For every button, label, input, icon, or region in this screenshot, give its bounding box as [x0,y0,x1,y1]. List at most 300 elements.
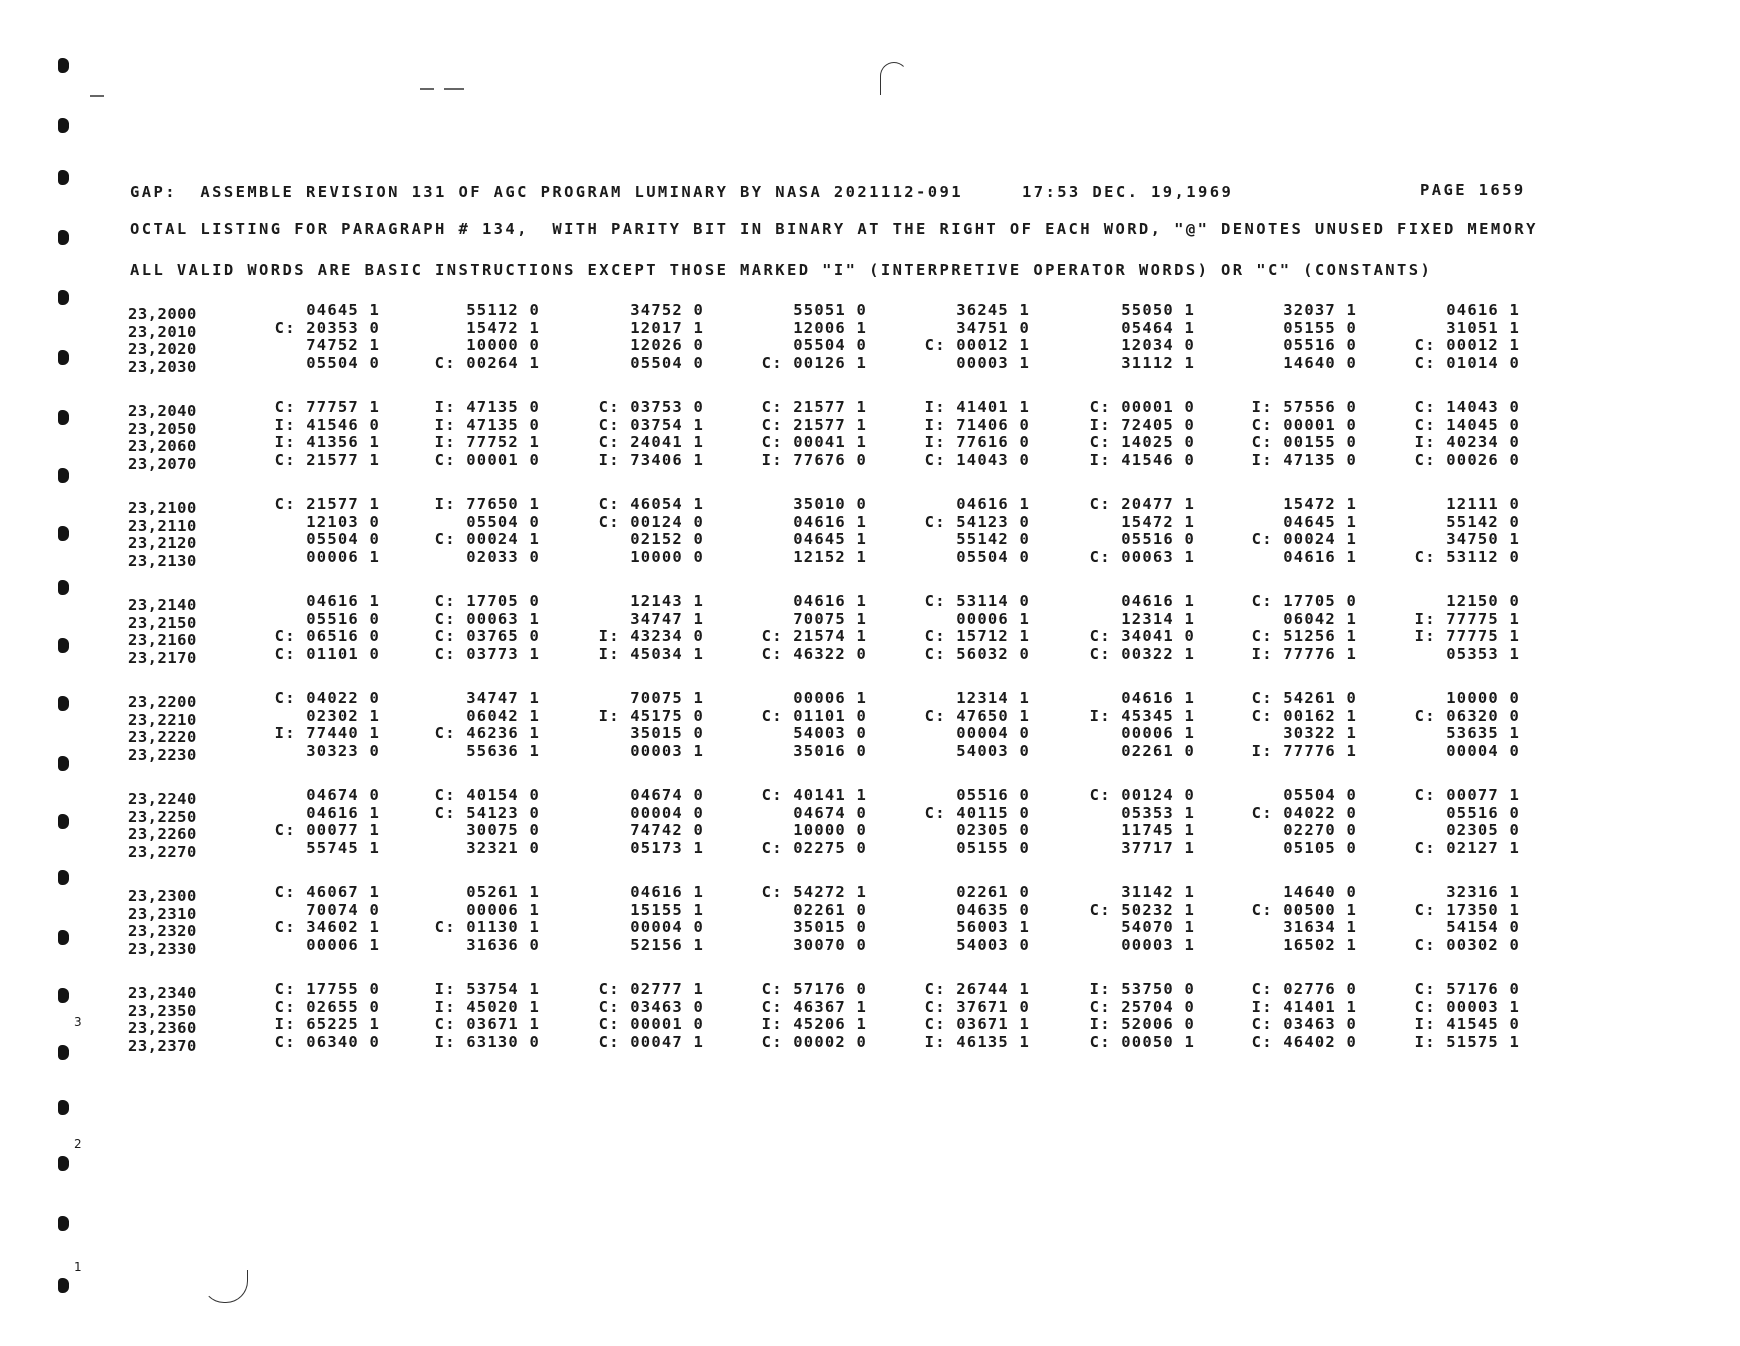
listing-row [128,398,1548,420]
row-address: 23,2050 [128,419,197,438]
octal-word: 04616 1 [630,883,704,901]
octal-word: C: 17705 0 [434,592,540,610]
octal-word: 10000 0 [1446,689,1520,707]
octal-word: C: 00001 0 [598,1015,704,1033]
listing-row [128,433,1548,455]
octal-word: C: 17705 0 [1251,592,1357,610]
octal-word: I: 41401 1 [1251,997,1357,1016]
octal-word: C: 00155 0 [1251,433,1357,451]
octal-word: I: 41546 0 [274,415,380,434]
octal-word: C: 03773 1 [434,644,540,663]
octal-word: C: 00012 1 [1414,336,1520,354]
row-address: 23,2340 [128,984,197,1002]
octal-word: 32037 1 [1283,301,1357,319]
octal-word: 52156 1 [630,935,704,954]
octal-word: 55112 0 [466,301,540,319]
octal-word: C: 03463 0 [1251,1015,1357,1033]
octal-word: 00003 1 [1121,935,1195,954]
row-address: 23,2220 [128,728,197,746]
listing-row [128,609,1548,632]
octal-word: 12017 1 [630,318,704,337]
octal-word: 04674 0 [793,803,867,822]
row-address: 23,2350 [128,1001,197,1020]
octal-word: C: 51256 1 [1251,627,1357,645]
octal-word: C: 03671 1 [924,1015,1030,1033]
octal-word: 04616 1 [306,803,380,822]
listing-block [128,689,1548,786]
punch-hole-mark [58,638,69,653]
scan-artifact [90,95,104,97]
octal-word: C: 46067 1 [274,883,380,901]
octal-word: 04645 1 [1283,512,1357,531]
octal-word: 00003 1 [956,353,1030,372]
octal-word: 15472 1 [1283,495,1357,513]
header-listing-description: OCTAL LISTING FOR PARAGRAPH # 134, WITH PARITY BIT IN BINARY AT THE RIGHT OF EACH WORD, "@" DENOTES UNUSED FIXED MEMORY [130,220,1538,238]
octal-word: 14640 0 [1283,883,1357,901]
octal-word: 00006 1 [306,935,380,954]
octal-word: I: 41356 1 [274,433,380,451]
listing-block [128,495,1548,592]
scan-artifact [880,62,908,95]
octal-word: C: 37671 0 [924,997,1030,1016]
octal-word: C: 03754 1 [598,415,704,434]
octal-word: 00006 1 [306,547,380,566]
octal-word: 10000 0 [793,821,867,839]
punch-hole-mark [58,988,69,1003]
octal-word: I: 51575 1 [1414,1032,1520,1051]
row-address: 23,2030 [128,357,197,376]
octal-word: 34751 0 [956,318,1030,337]
octal-word: 05105 0 [1283,838,1357,857]
octal-word: C: 00264 1 [434,353,540,372]
listing-row [128,415,1548,438]
octal-word: I: 71406 0 [924,415,1030,434]
octal-word: 54154 0 [1446,918,1520,936]
octal-word: C: 00001 0 [434,450,540,469]
octal-word: C: 06516 0 [274,627,380,645]
octal-word: I: 52006 0 [1089,1015,1195,1033]
octal-word: 04616 1 [793,512,867,531]
octal-word: C: 01101 0 [761,706,867,725]
octal-word: I: 45020 1 [434,997,540,1016]
punch-hole-mark [58,350,69,365]
octal-word: I: 41545 0 [1414,1015,1520,1033]
octal-word: 00006 1 [466,900,540,919]
octal-word: C: 21577 1 [761,415,867,434]
octal-word: C: 00124 0 [598,512,704,531]
octal-word: I: 53754 1 [434,980,540,998]
margin-number: 2 [74,1137,82,1151]
octal-word: 02305 0 [956,821,1030,839]
octal-word: 31634 1 [1283,918,1357,936]
octal-word: I: 72405 0 [1089,415,1195,434]
punch-hole-mark [58,696,69,711]
octal-word: 05261 1 [466,883,540,901]
octal-word: C: 14025 0 [1089,433,1195,451]
octal-word: 02261 0 [1121,741,1195,760]
row-address: 23,2200 [128,693,197,711]
octal-word: C: 54123 0 [434,803,540,822]
octal-word: C: 00500 1 [1251,900,1357,919]
octal-word: 05504 0 [306,353,380,372]
octal-word: 70075 1 [630,689,704,707]
listing-row [128,495,1548,517]
octal-word: 04616 1 [1446,301,1520,319]
row-address: 23,2370 [128,1036,197,1055]
listing-row [128,980,1548,1002]
row-address: 23,2320 [128,922,197,940]
listing-block [128,980,1548,1077]
listing-row [128,821,1548,843]
listing-row [128,1032,1548,1055]
octal-word: C: 26744 1 [924,980,1030,998]
octal-word: 31112 1 [1121,353,1195,372]
octal-word: C: 20477 1 [1089,495,1195,513]
octal-word: 34747 1 [630,609,704,628]
listing-row [128,512,1548,535]
octal-word: 15472 1 [466,318,540,337]
octal-word: 04616 1 [1121,592,1195,610]
octal-word: C: 00077 1 [1414,786,1520,804]
octal-word: C: 24041 1 [598,433,704,451]
row-address: 23,2000 [128,305,197,323]
octal-word: 32321 0 [466,838,540,857]
octal-word: I: 45345 1 [1089,706,1195,725]
octal-word: C: 56032 0 [924,644,1030,663]
punch-hole-mark [58,170,69,185]
octal-word: 05516 0 [1446,803,1520,822]
octal-word: I: 77616 0 [924,433,1030,451]
octal-word: 05504 0 [306,530,380,548]
octal-word: C: 00024 1 [1251,530,1357,548]
row-address: 23,2330 [128,939,197,958]
octal-word: C: 00162 1 [1251,706,1357,725]
punch-hole-mark [58,118,69,133]
octal-word: C: 40154 0 [434,786,540,804]
octal-word: 00006 1 [1121,724,1195,742]
octal-word: C: 21577 1 [274,495,380,513]
row-address: 23,2260 [128,825,197,843]
punch-hole-mark [58,468,69,483]
octal-word: C: 02777 1 [598,980,704,998]
octal-word: 34747 1 [466,689,540,707]
punch-hole-mark [58,58,69,73]
octal-word: 12150 0 [1446,592,1520,610]
octal-word: 05353 1 [1121,803,1195,822]
listing-block [128,786,1548,883]
octal-word: C: 00012 1 [924,336,1030,354]
octal-word: C: 53114 0 [924,592,1030,610]
octal-word: C: 01130 1 [434,918,540,936]
octal-word: 05516 0 [1283,336,1357,354]
row-address: 23,2170 [128,648,197,667]
octal-word: C: 57176 0 [1414,980,1520,998]
margin-number: 1 [74,1260,82,1274]
octal-word: I: 41546 0 [1089,450,1195,469]
octal-word: 30323 0 [306,741,380,760]
row-address: 23,2130 [128,551,197,570]
octal-word: C: 00063 1 [434,609,540,628]
octal-word: 00004 0 [630,918,704,936]
octal-word: 00006 1 [956,609,1030,628]
octal-word: C: 00026 0 [1414,450,1520,469]
listing-row [128,838,1548,861]
punch-hole-mark [58,814,69,829]
listing-row [128,741,1548,764]
octal-word: 05353 1 [1446,644,1520,663]
octal-word: 02152 0 [630,530,704,548]
listing-row [128,627,1548,649]
octal-word: 02033 0 [466,547,540,566]
octal-word: C: 06340 0 [274,1032,380,1051]
row-address: 23,2150 [128,613,197,632]
row-address: 23,2060 [128,437,197,455]
listing-block [128,398,1548,495]
octal-word: 12006 1 [793,318,867,337]
octal-word: I: 77440 1 [274,724,380,742]
octal-word: 34752 0 [630,301,704,319]
octal-word: C: 17755 0 [274,980,380,998]
octal-word: 30322 1 [1283,724,1357,742]
octal-word: 54070 1 [1121,918,1195,936]
octal-word: C: 02655 0 [274,997,380,1016]
octal-word: C: 00001 0 [1089,398,1195,416]
octal-word: C: 00002 0 [761,1032,867,1051]
octal-word: C: 03463 0 [598,997,704,1016]
octal-word: C: 46367 1 [761,997,867,1016]
octal-word: 54003 0 [793,724,867,742]
octal-word: 12034 0 [1121,336,1195,354]
octal-word: 11745 1 [1121,821,1195,839]
octal-word: C: 06320 0 [1414,706,1520,725]
octal-word: 15155 1 [630,900,704,919]
octal-word: C: 02275 0 [761,838,867,857]
header-timestamp: 17:53 DEC. 19,1969 [1022,183,1234,201]
octal-word: C: 00124 0 [1089,786,1195,804]
octal-word: 05155 0 [956,838,1030,857]
octal-word: C: 01101 0 [274,644,380,663]
octal-word: 36245 1 [956,301,1030,319]
octal-word: C: 54123 0 [924,512,1030,531]
octal-word: 35010 0 [793,495,867,513]
row-address: 23,2020 [128,340,197,358]
octal-word: C: 40115 0 [924,803,1030,822]
octal-word: 53635 1 [1446,724,1520,742]
listing-row [128,318,1548,341]
row-address: 23,2010 [128,322,197,341]
octal-word: 04616 1 [1283,547,1357,566]
listing-row [128,803,1548,826]
octal-word: 74742 0 [630,821,704,839]
octal-word: 55051 0 [793,301,867,319]
header-instruction-note: ALL VALID WORDS ARE BASIC INSTRUCTIONS EXCEPT THOSE MARKED "I" (INTERPRETIVE OPERATOR WORDS) OR "C" (CONSTANTS) [130,261,1433,279]
octal-word: C: 17350 1 [1414,900,1520,919]
octal-word: C: 20353 0 [274,318,380,337]
octal-word: I: 77776 1 [1251,741,1357,760]
octal-word: C: 25704 0 [1089,997,1195,1016]
octal-word: C: 02127 1 [1414,838,1520,857]
octal-word: 16502 1 [1283,935,1357,954]
listing-row [128,724,1548,746]
octal-word: C: 03753 0 [598,398,704,416]
octal-word: C: 03671 1 [434,1015,540,1033]
punch-hole-mark [58,1216,69,1231]
octal-word: C: 54272 1 [761,883,867,901]
octal-word: C: 46402 0 [1251,1032,1357,1051]
listing-row [128,997,1548,1020]
octal-word: C: 46054 1 [598,495,704,513]
octal-word: 31142 1 [1121,883,1195,901]
octal-word: C: 00302 0 [1414,935,1520,954]
octal-word: 10000 0 [466,336,540,354]
octal-word: C: 21577 1 [761,398,867,416]
listing-row [128,450,1548,473]
row-address: 23,2240 [128,790,197,808]
row-address: 23,2100 [128,499,197,517]
page-number: PAGE 1659 [1420,181,1526,199]
octal-word: 04616 1 [956,495,1030,513]
octal-word: 70075 1 [793,609,867,628]
scan-artifact [444,88,464,90]
octal-word: 05504 0 [1283,786,1357,804]
row-address: 23,2160 [128,631,197,649]
octal-word: C: 14045 0 [1414,415,1520,434]
octal-word: I: 77775 1 [1414,609,1520,628]
octal-word: 05504 0 [956,547,1030,566]
octal-word: I: 45034 1 [598,644,704,663]
octal-word: 05155 0 [1283,318,1357,337]
octal-word: C: 00001 0 [1251,415,1357,434]
octal-word: 05504 0 [793,336,867,354]
octal-word: C: 00063 1 [1089,547,1195,566]
octal-word: 30070 0 [793,935,867,954]
octal-word: 05173 1 [630,838,704,857]
octal-word: I: 63130 0 [434,1032,540,1051]
octal-word: 04616 1 [793,592,867,610]
row-address: 23,2110 [128,516,197,535]
octal-word: I: 45175 0 [598,706,704,725]
octal-word: C: 00050 1 [1089,1032,1195,1051]
punch-hole-mark [58,756,69,771]
octal-word: 04645 1 [793,530,867,548]
octal-word: I: 45206 1 [761,1015,867,1033]
octal-word: C: 00041 1 [761,433,867,451]
octal-word: C: 57176 0 [761,980,867,998]
listing-row [128,786,1548,808]
punch-hole-mark [58,580,69,595]
punch-hole-mark [58,1100,69,1115]
listing-row [128,706,1548,729]
octal-word: 55050 1 [1121,301,1195,319]
octal-word: C: 40141 1 [761,786,867,804]
row-address: 23,2300 [128,887,197,905]
octal-word: C: 15712 1 [924,627,1030,645]
octal-word: 00004 0 [1446,741,1520,760]
listing-block [128,883,1548,980]
octal-word: 55142 0 [956,530,1030,548]
octal-word: 70074 0 [306,900,380,919]
listing-row [128,1015,1548,1037]
scan-artifact [202,1270,248,1303]
octal-word: 05516 0 [306,609,380,628]
listing-row [128,530,1548,552]
octal-word: C: 00024 1 [434,530,540,548]
octal-word: C: 54261 0 [1251,689,1357,707]
octal-word: I: 46135 1 [924,1032,1030,1051]
octal-word: I: 47135 0 [1251,450,1357,469]
octal-word: 55636 1 [466,741,540,760]
octal-word: 54003 0 [956,935,1030,954]
row-address: 23,2040 [128,402,197,420]
scan-artifact [420,88,434,90]
header-title-line: GAP: ASSEMBLE REVISION 131 OF AGC PROGRAM LUMINARY BY NASA 2021112-091 [130,183,963,201]
octal-word: I: 73406 1 [598,450,704,469]
octal-word: 04645 1 [306,301,380,319]
octal-word: 32316 1 [1446,883,1520,901]
row-address: 23,2250 [128,807,197,826]
octal-word: I: 77776 1 [1251,644,1357,663]
listing-row [128,935,1548,958]
octal-word: 12314 1 [1121,609,1195,628]
octal-word: 06042 1 [466,706,540,725]
listing-row [128,301,1548,323]
listing-row [128,592,1548,614]
listing-row [128,547,1548,570]
octal-word: I: 53750 0 [1089,980,1195,998]
octal-word: C: 04022 0 [1251,803,1357,822]
octal-word: 05516 0 [956,786,1030,804]
punch-hole-mark [58,230,69,245]
listing-block [128,301,1548,398]
listing-row [128,883,1548,905]
octal-word: I: 40234 0 [1414,433,1520,451]
row-address: 23,2310 [128,904,197,923]
octal-word: 30075 0 [466,821,540,839]
octal-word: 00006 1 [793,689,867,707]
octal-word: 06042 1 [1283,609,1357,628]
octal-word: 04635 0 [956,900,1030,919]
octal-word: 56003 1 [956,918,1030,936]
octal-word: C: 00003 1 [1414,997,1520,1016]
punch-hole-mark [58,1278,69,1293]
octal-word: 04674 0 [630,786,704,804]
octal-word: 12103 0 [306,512,380,531]
octal-word: C: 34041 0 [1089,627,1195,645]
octal-word: 12143 1 [630,592,704,610]
octal-word: C: 50232 1 [1089,900,1195,919]
listing-row [128,689,1548,711]
octal-word: 02270 0 [1283,821,1357,839]
punch-hole-mark [58,1156,69,1171]
listing-row [128,353,1548,376]
octal-word: 05464 1 [1121,318,1195,337]
octal-word: 54003 0 [956,741,1030,760]
octal-word: C: 14043 0 [1414,398,1520,416]
octal-word: C: 46236 1 [434,724,540,742]
octal-word: 02261 0 [793,900,867,919]
octal-word: 12111 0 [1446,495,1520,513]
octal-word: I: 77775 1 [1414,627,1520,645]
octal-word: 35015 0 [793,918,867,936]
listing-row [128,336,1548,358]
octal-word: I: 41401 1 [924,398,1030,416]
octal-word: I: 47135 0 [434,415,540,434]
row-address: 23,2120 [128,534,197,552]
octal-word: C: 02776 0 [1251,980,1357,998]
octal-word: C: 53112 0 [1414,547,1520,566]
octal-word: 05504 0 [630,353,704,372]
octal-word: 31636 0 [466,935,540,954]
